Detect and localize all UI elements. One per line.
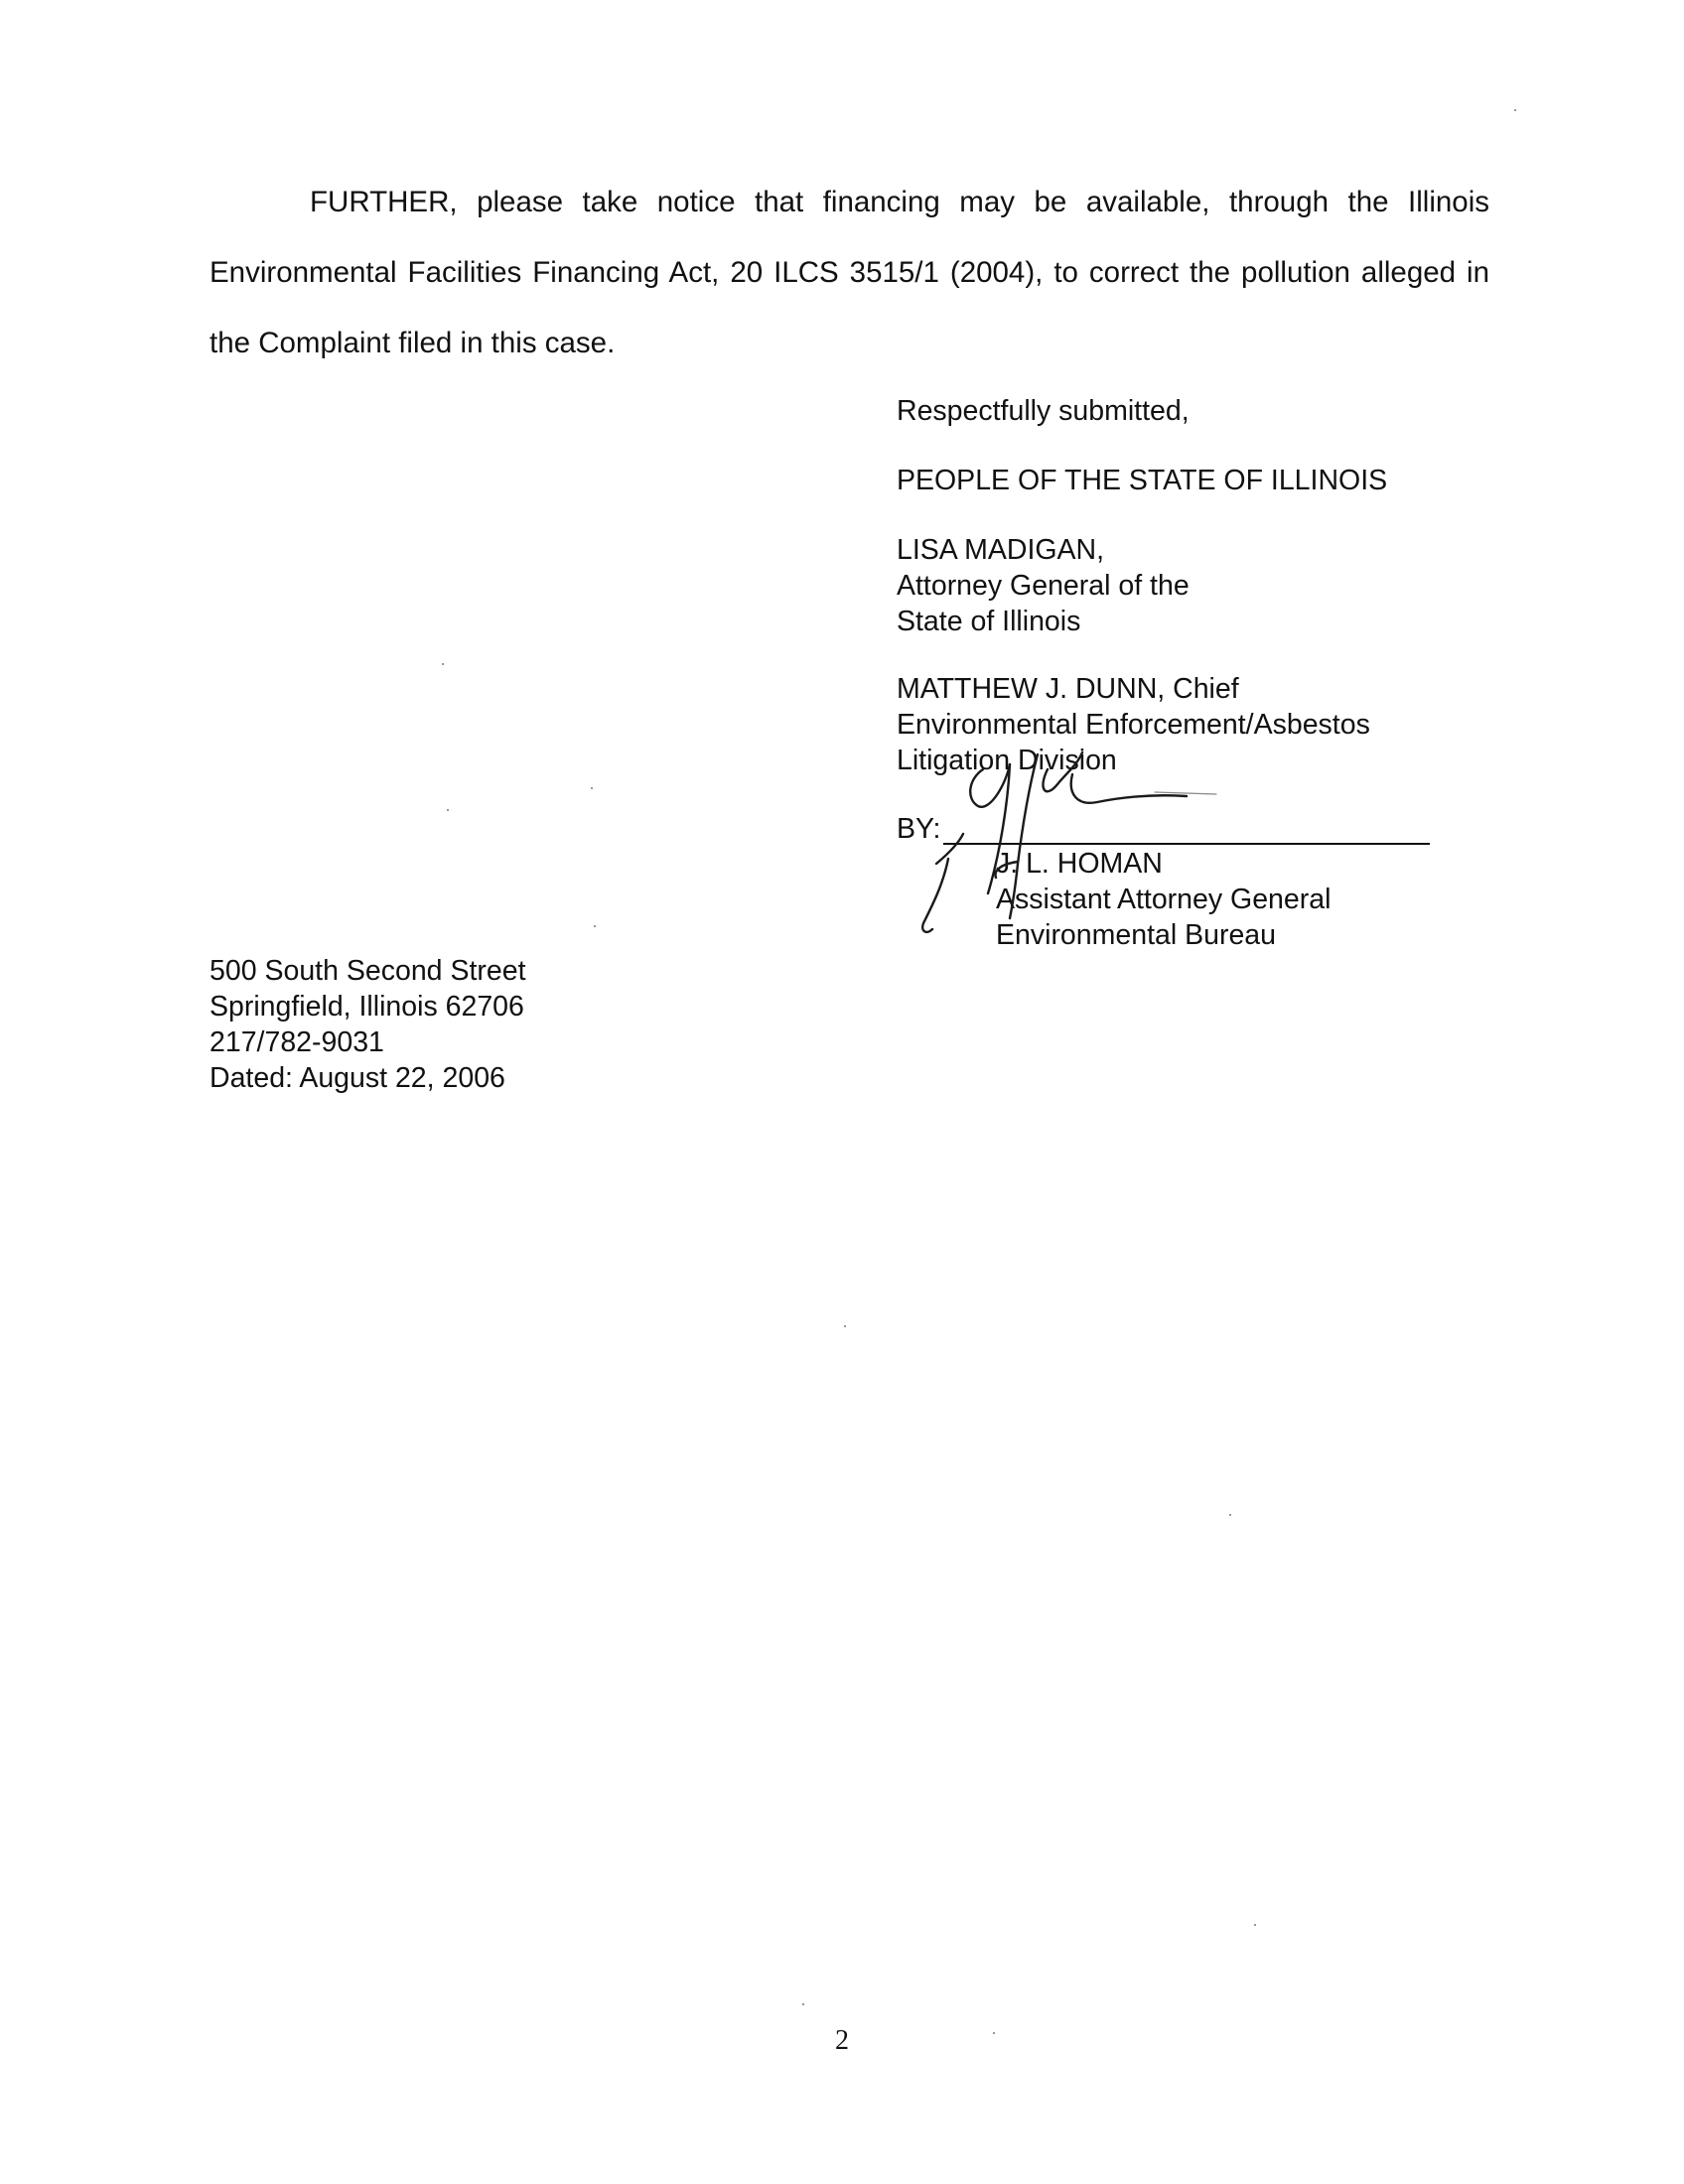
scan-speck: [802, 2003, 804, 2005]
scan-speck: [594, 925, 596, 927]
division-chief-title-1: Environmental Enforcement/Asbestos: [897, 709, 1370, 741]
attorney-general-block: [897, 532, 1190, 639]
scan-speck: [591, 787, 593, 789]
scan-speck: [844, 1325, 846, 1327]
phone-number: 217/782-9031: [210, 1026, 384, 1058]
handwritten-signature: [918, 745, 1276, 943]
date-line: Dated: August 22, 2006: [210, 1062, 505, 1094]
closing-line: Respectfully submitted,: [897, 395, 1190, 427]
notice-paragraph: [210, 167, 1489, 378]
signer-title-2: Environmental Bureau: [996, 919, 1276, 951]
scan-speck: [447, 809, 449, 811]
scan-speck: [1514, 109, 1516, 111]
page-number: 2: [835, 2025, 849, 2056]
attorney-general-title-1: Attorney General of the: [897, 570, 1190, 602]
division-chief-name: MATTHEW J. DUNN, Chief: [897, 673, 1239, 705]
notice-paragraph-text: FURTHER, please take notice that financing may be available, through the Illinois Environmental Facilities Financing Act, 20 ILCS 3515/1 (2004), to correct the pollution alleged in the Complaint filed in this case.: [210, 186, 1489, 359]
scan-speck: [442, 663, 444, 665]
party-line: PEOPLE OF THE STATE OF ILLINOIS: [897, 465, 1388, 496]
scan-speck: [993, 2032, 995, 2034]
signer-title-1: Assistant Attorney General: [996, 884, 1332, 915]
address-line-2: Springfield, Illinois 62706: [210, 991, 524, 1023]
scan-speck: [1254, 1924, 1256, 1926]
attorney-general-name: LISA MADIGAN,: [897, 534, 1105, 566]
address-line-1: 500 South Second Street: [210, 955, 526, 987]
by-label: BY:: [897, 813, 941, 845]
address-block: [210, 953, 525, 1096]
signer-name: J. L. HOMAN: [996, 848, 1163, 880]
attorney-general-title-2: State of Illinois: [897, 606, 1081, 637]
division-chief-title-2: Litigation Division: [897, 745, 1117, 776]
scan-speck: [1229, 1514, 1231, 1516]
